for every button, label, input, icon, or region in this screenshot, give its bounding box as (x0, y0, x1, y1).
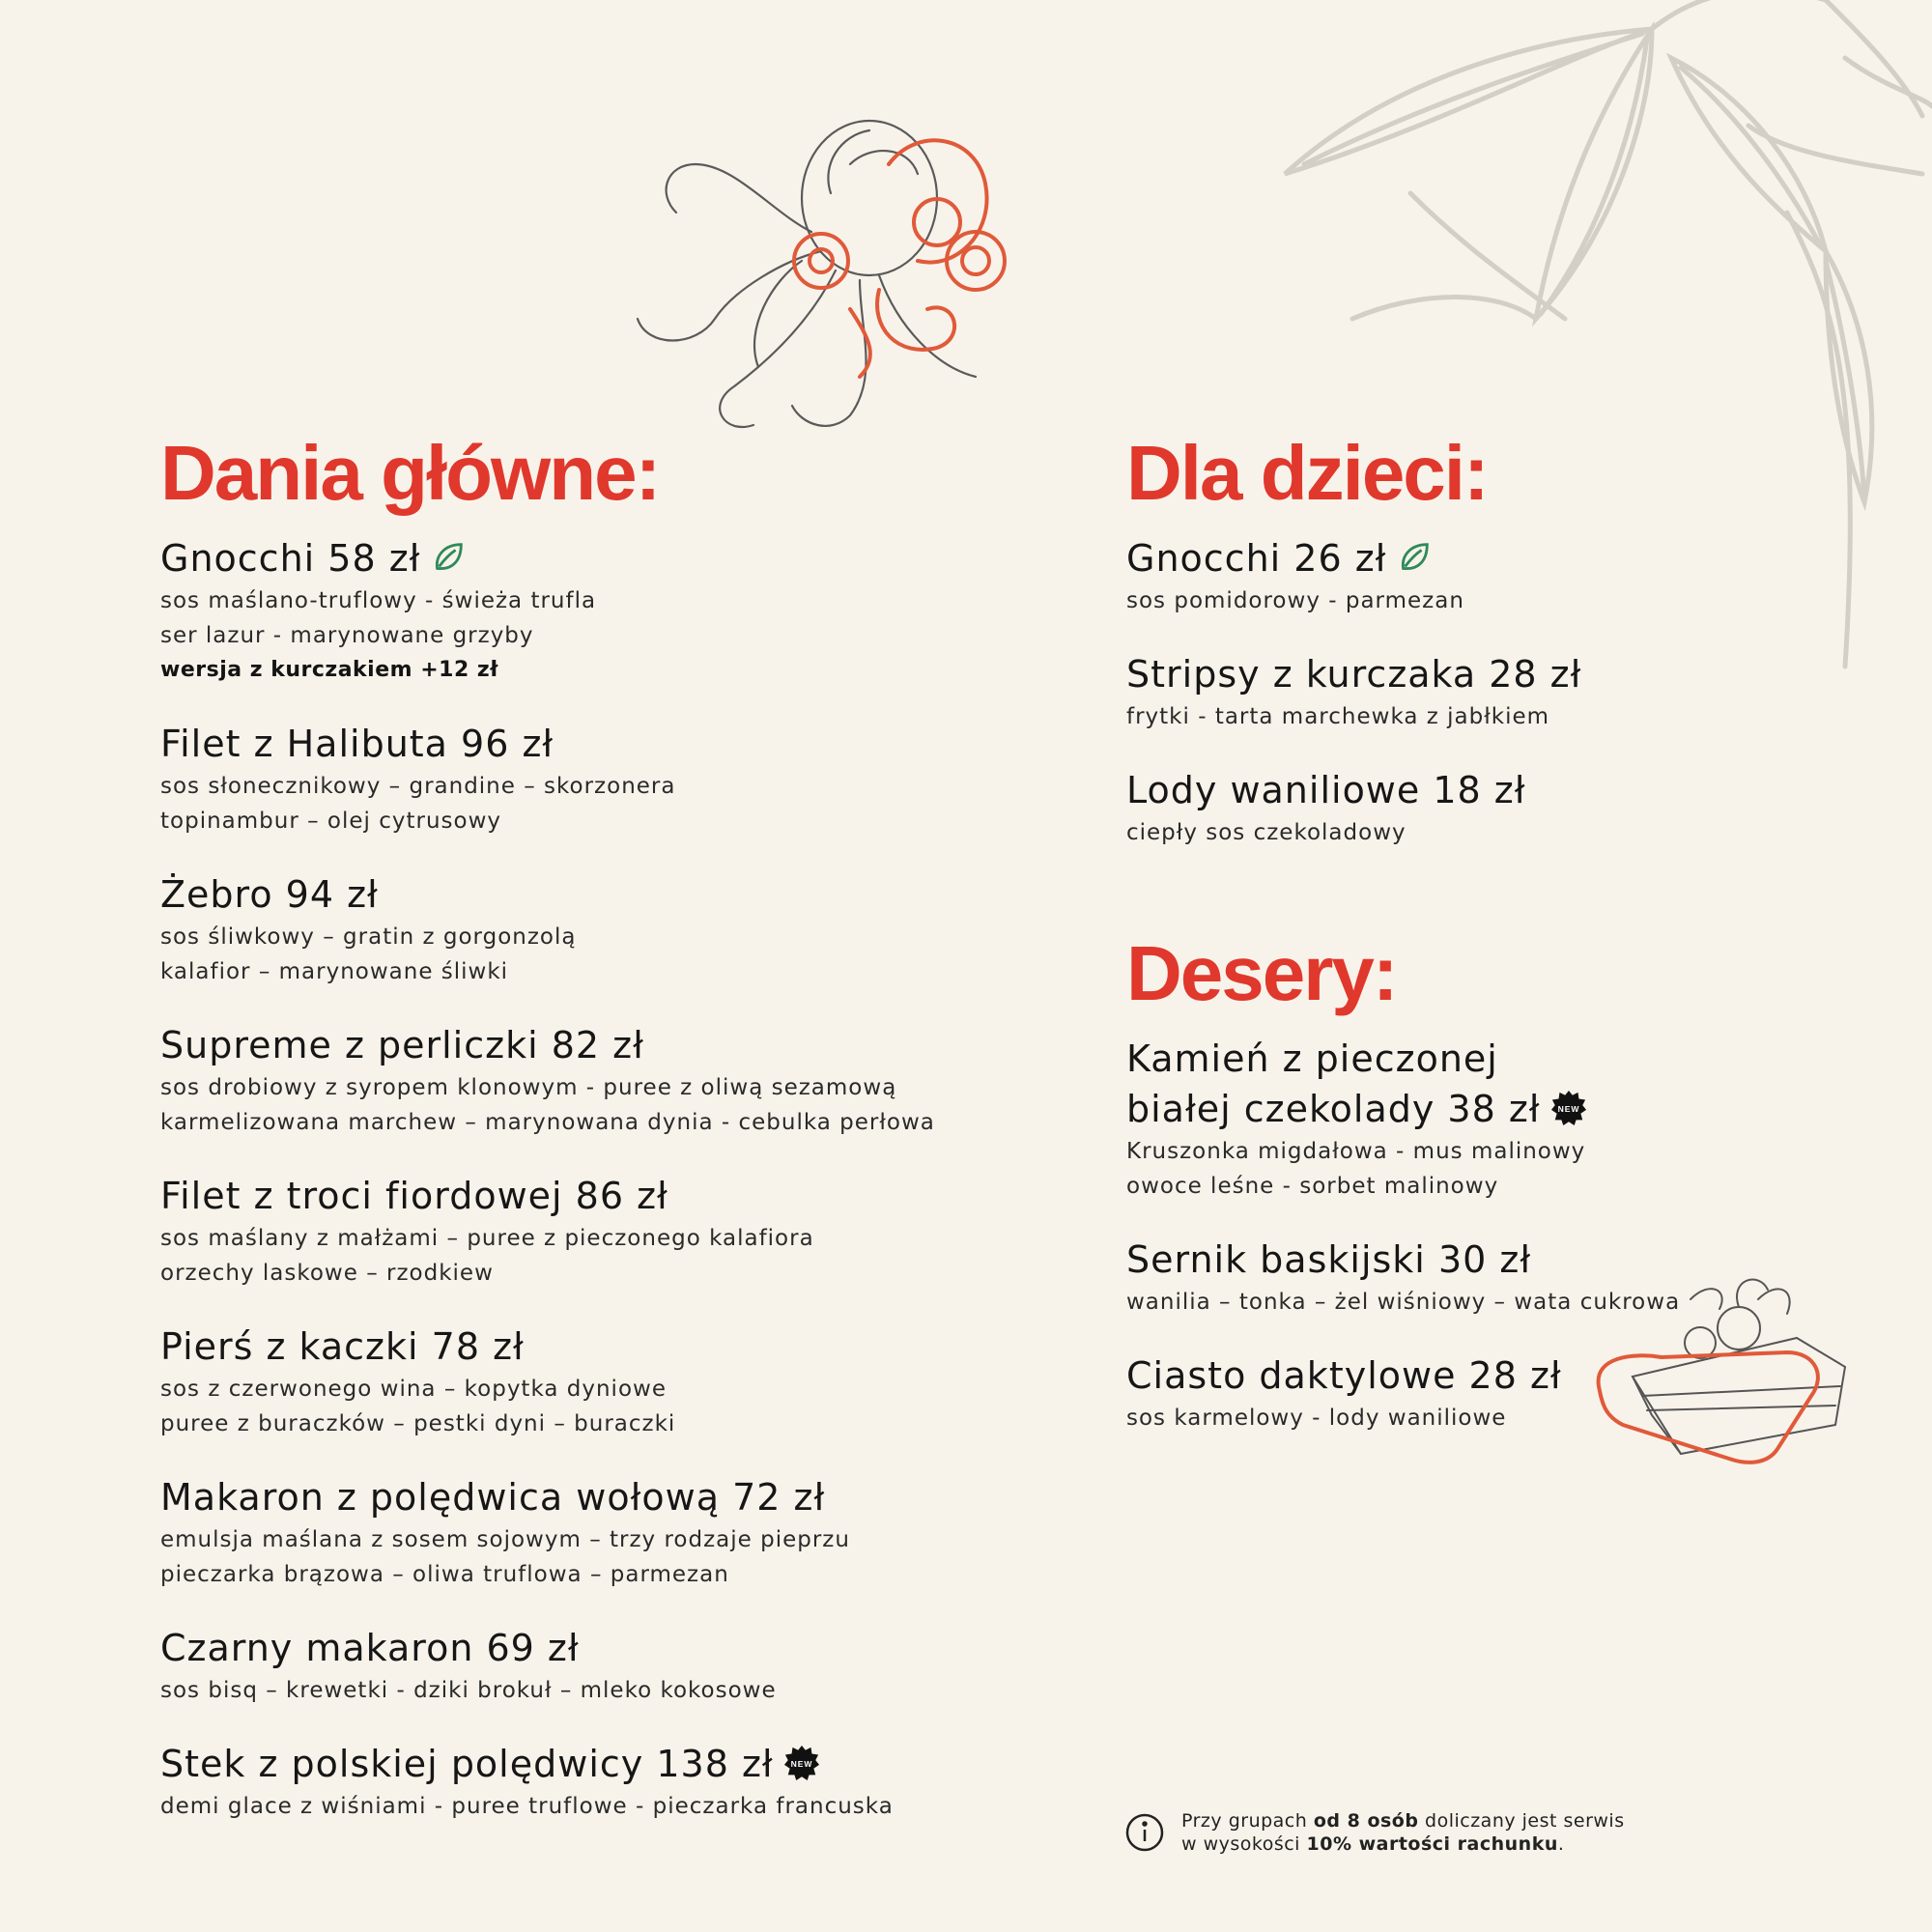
item-desc: ciepły sos czekoladowy (1126, 820, 1406, 845)
item-name: Pierś z kaczki 78 zł (160, 1325, 525, 1368)
item-desc: sos drobiowy z syropem klonowym - puree z oliwą sezamową (160, 1075, 897, 1100)
kids-section (1126, 430, 1861, 850)
item-desc: kalafior – marynowane śliwki (160, 959, 509, 984)
info-icon (1125, 1813, 1164, 1852)
item-name: Czarny makaron 69 zł (160, 1627, 580, 1669)
item-desc: Kruszonka migdałowa - mus malinowy (1126, 1139, 1586, 1164)
item-name: Stek z polskiej polędwicy 138 zł (160, 1743, 774, 1785)
item-desc: owoce leśne - sorbet malinowy (1126, 1174, 1499, 1199)
menu-item (160, 1472, 1030, 1592)
item-desc: sos karmelowy - lody waniliowe (1126, 1406, 1507, 1431)
item-name: Gnocchi 58 zł (160, 537, 421, 580)
desserts-section (1126, 930, 1861, 1435)
item-desc: topinambur – olej cytrusowy (160, 809, 502, 834)
item-name: Supreme z perliczki 82 zł (160, 1024, 644, 1066)
item-desc: sos z czerwonego wina – kopytka dyniowe (160, 1377, 667, 1402)
item-name: Kamień z pieczonej (1126, 1037, 1498, 1080)
item-name: Makaron z polędwica wołową 72 zł (160, 1476, 826, 1519)
item-desc: sos maślano-truflowy - świeża trufla (160, 588, 597, 613)
item-desc: demi glace z wiśniami - puree truflowe - pieczarka francuska (160, 1794, 894, 1819)
item-desc: orzechy laskowe – rzodkiew (160, 1261, 494, 1286)
item-name: Ciasto daktylowe 28 zł (1126, 1354, 1562, 1397)
section-title-desserts: Desery: (1126, 930, 1397, 1016)
menu-item (1126, 649, 1861, 734)
menu-item (1126, 533, 1861, 618)
item-desc: frytki - tarta marchewka z jabłkiem (1126, 704, 1550, 729)
menu-item (160, 1171, 1030, 1291)
item-name: Filet z troci fiordowej 86 zł (160, 1175, 668, 1217)
item-desc: emulsja maślana z sosem sojowym – trzy rodzaje pieprzu (160, 1527, 850, 1552)
item-desc: sos maślany z małżami – puree z pieczonego kalafiora (160, 1226, 814, 1251)
item-desc: sos słonecznikowy – grandine – skorzonera (160, 774, 676, 799)
menu-item (160, 719, 1030, 838)
octopus-illustration (628, 106, 1063, 440)
new-badge-icon (783, 1745, 820, 1781)
section-spacer (1126, 881, 1861, 935)
menu-item (160, 533, 1030, 688)
menu-item (1126, 765, 1861, 850)
main-dishes-section (160, 430, 1030, 1855)
item-name: białej czekolady 38 zł (1126, 1088, 1541, 1130)
menu-item (1126, 1350, 1861, 1435)
item-name: Filet z Halibuta 96 zł (160, 723, 554, 765)
item-desc: sos bisq – krewetki - dziki brokuł – mleko kokosowe (160, 1678, 777, 1703)
item-desc: ser lazur - marynowane grzyby (160, 623, 534, 648)
item-name: Sernik baskijski 30 zł (1126, 1238, 1532, 1281)
item-name: Gnocchi 26 zł (1126, 537, 1387, 580)
item-name: Żebro 94 zł (160, 873, 379, 916)
section-title-kids: Dla dzieci: (1126, 430, 1488, 516)
menu-item (160, 1623, 1030, 1708)
new-badge-label: NEW (790, 1758, 813, 1769)
menu-item (160, 1321, 1030, 1441)
item-desc: puree z buraczków – pestki dyni – buraczki (160, 1411, 676, 1436)
item-desc: wanilia – tonka – żel wiśniowy – wata cukrowa (1126, 1290, 1681, 1315)
leaf-icon (1396, 539, 1433, 576)
section-title-main: Dania główne: (160, 430, 660, 516)
leaf-icon (430, 539, 467, 576)
new-badge-icon (1550, 1090, 1587, 1126)
item-extra: wersja z kurczakiem +12 zł (160, 658, 498, 682)
note-line-1: Przy grupach od 8 osób doliczany jest serwis (1181, 1810, 1625, 1832)
menu-item (1126, 1034, 1861, 1204)
menu-item (160, 1020, 1030, 1140)
new-badge-label: NEW (1557, 1103, 1580, 1114)
menu-item (160, 1739, 1030, 1824)
note-line-2: w wysokości 10% wartości rachunku. (1181, 1833, 1565, 1855)
menu-item (160, 869, 1030, 989)
right-column (1126, 430, 1861, 1466)
item-name: Stripsy z kurczaka 28 zł (1126, 653, 1582, 696)
item-name: Lody waniliowe 18 zł (1126, 769, 1526, 811)
menu-item (1126, 1235, 1861, 1320)
item-desc: sos śliwkowy – gratin z gorgonzolą (160, 924, 577, 950)
note-text (1181, 1809, 1703, 1856)
item-desc: karmelizowana marchew – marynowana dynia - cebulka perłowa (160, 1110, 935, 1135)
item-desc: sos pomidorowy - parmezan (1126, 588, 1464, 613)
item-desc: pieczarka brązowa – oliwa truflowa – parmezan (160, 1562, 729, 1587)
